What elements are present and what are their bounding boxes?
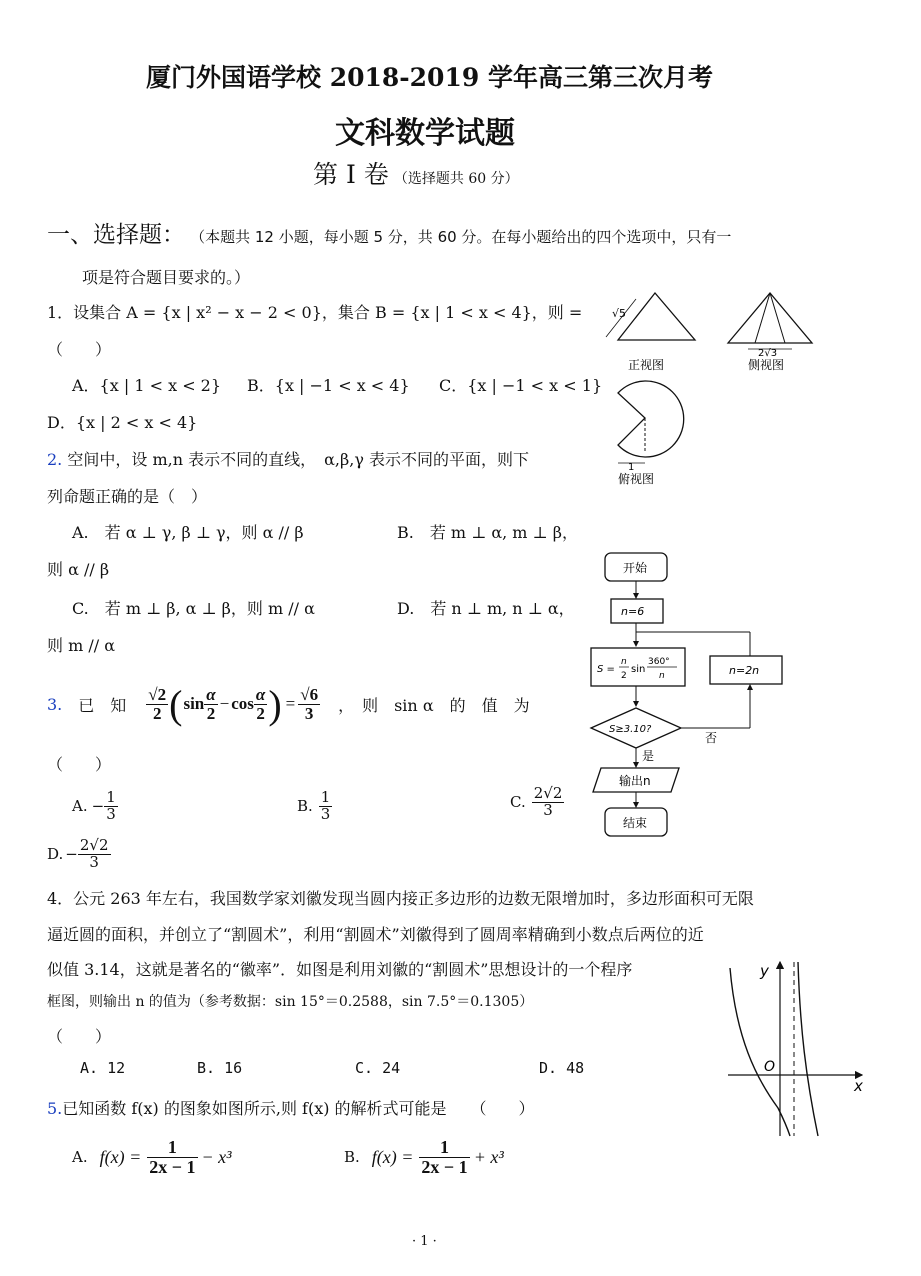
q3-rhs-num: √6	[300, 684, 319, 704]
section-title: 一、选择题：	[47, 222, 185, 248]
flow-no-label: 否	[705, 731, 718, 745]
side-view-inner-1	[755, 293, 770, 343]
flow-output-text: 输出n	[619, 774, 651, 788]
q3-option-c	[510, 786, 564, 819]
q1-option-c: C．{x | −1 < x < 1}	[439, 376, 603, 395]
q3-option-b-frac	[319, 790, 333, 823]
q3-sin: sin	[183, 694, 205, 713]
q3-option-c-label: C.	[510, 793, 526, 812]
q2-option-b: B. 若 m ⊥ α, m ⊥ β，	[397, 523, 578, 542]
q5-option-b-label: B.	[344, 1148, 360, 1167]
flow-yes-label: 是	[642, 749, 655, 763]
three-view-figure	[600, 285, 815, 490]
q3-coef-num: √2	[148, 684, 167, 704]
q5-option-a-num: 1	[147, 1138, 197, 1158]
q3-coef-den: 2	[152, 703, 162, 723]
side-width-label: 2√3	[758, 348, 778, 359]
page-number: · 1 ·	[412, 1234, 437, 1249]
flow-end-text: 结束	[623, 816, 648, 830]
flow-init-text: n=6	[621, 605, 645, 618]
q3-alpha-2: α	[255, 684, 266, 704]
q2-option-a: A. 若 α ⊥ γ, β ⊥ γ，则 α // β	[72, 523, 304, 542]
flow-start-text: 开始	[623, 561, 648, 575]
q1-paren: （ ）	[47, 340, 112, 359]
q3-coefficient	[146, 686, 168, 723]
flow-formula-n2: n	[659, 671, 665, 681]
q3-option-d-den: 3	[89, 852, 99, 871]
q3-number: 3.	[47, 694, 63, 714]
q5-option-b	[344, 1138, 504, 1177]
q3-option-a	[72, 790, 118, 823]
function-graph	[726, 958, 871, 1138]
volume-title: 第 I 卷	[313, 160, 389, 189]
subject-title: 文科数学试题	[335, 116, 515, 151]
q1-option-b: B．{x | −1 < x < 4}	[247, 376, 410, 395]
flow-update-text: n=2n	[729, 664, 760, 677]
top-view-shape	[618, 381, 684, 457]
flow-formula-n: n	[621, 657, 627, 667]
side-view-inner-2	[770, 293, 785, 343]
q4-paren: （ ）	[47, 1027, 112, 1046]
q2-stem-line1: 空间中，设 m,n 表示不同的直线， α,β,γ 表示不同的平面，则下	[67, 450, 529, 469]
front-view-triangle	[618, 293, 695, 340]
side-view-label: 侧视图	[748, 358, 785, 372]
front-view-label: 正视图	[628, 358, 665, 372]
q3-rhs	[298, 686, 320, 723]
q3-option-d	[47, 838, 111, 871]
q3-option-a-den: 3	[106, 804, 116, 823]
school-title: 厦门外国语学校 2018-2019 学年高三第三次月考	[146, 63, 713, 92]
q3-option-c-num: 2√2	[533, 784, 563, 802]
side-view-triangle	[728, 293, 812, 343]
q2-option-c: C. 若 m ⊥ β, α ⊥ β，则 m // α	[72, 599, 315, 618]
volume-heading	[313, 155, 519, 191]
q5-option-a-lhs: f(x) =	[99, 1146, 142, 1167]
section-heading	[47, 216, 731, 249]
graph-curve-left	[730, 968, 790, 1136]
q4-line1: 4．公元 263 年左右，我国数学家刘徽发现当圆内接正多边形的边数无限增加时，多边形面积可无限	[47, 889, 754, 908]
q3-option-b-num: 1	[320, 788, 331, 806]
q3-tail: ， 则 sin α 的 值 为	[338, 695, 530, 715]
q2-option-d: D. 若 n ⊥ m, n ⊥ α，	[397, 599, 575, 618]
graph-x-label: x	[854, 1077, 863, 1095]
flow-formula-lhs: S =	[597, 664, 615, 675]
section-instructions-cont: 项是符合题目要求的。）	[82, 268, 251, 287]
top-mark: 1	[628, 462, 635, 473]
graph-origin-label: O	[764, 1059, 776, 1075]
q1-option-a: A．{x | 1 < x < 2}	[72, 376, 222, 395]
q3-half-alpha-1	[204, 686, 217, 723]
q2-option-b-cont: 则 α // β	[47, 560, 110, 579]
q5-stem-text: 已知函数 f(x) 的图象如图所示,则 f(x) 的解析式可能是 （ ）	[62, 1099, 535, 1118]
q4-option-b: B. 16	[197, 1059, 243, 1077]
q5-option-b-den: 2x − 1	[421, 1156, 468, 1177]
q3-cos: cos	[231, 694, 254, 713]
q4-option-d: D. 48	[539, 1059, 585, 1077]
q3-minus: −	[219, 694, 230, 713]
q4-line2: 逼近圆的面积，并创立了“割圆术”，利用“割圆术”刘徽得到了圆周率精确到小数点后两位的近	[47, 925, 704, 944]
q3-option-d-minus: −	[65, 845, 78, 864]
q2-stem	[47, 447, 529, 470]
q3-option-b	[297, 790, 332, 823]
q5-number: 5.	[47, 1099, 63, 1118]
q5-option-a-tail: − x³	[201, 1146, 232, 1167]
q3-option-c-frac	[532, 786, 565, 819]
q5-option-a-label: A.	[72, 1148, 88, 1167]
q3-paren: （ ）	[47, 755, 112, 774]
q3-right-paren: )	[268, 681, 282, 727]
q3-lead: 已 知	[78, 695, 127, 715]
q2-number: 2.	[47, 450, 63, 469]
q5-option-b-tail: + x³	[473, 1146, 504, 1167]
graph-y-label: y	[760, 962, 769, 980]
q5-stem	[47, 1096, 535, 1119]
q5-option-a-den: 2x − 1	[149, 1156, 196, 1177]
q5-option-b-num: 1	[419, 1138, 469, 1158]
q3-stem	[47, 676, 530, 732]
flow-formula-sin: sin	[631, 664, 646, 675]
q5-option-b-frac	[419, 1138, 469, 1177]
q5-option-a-frac	[147, 1138, 197, 1177]
q3-half-alpha-2	[254, 686, 267, 723]
flow-condition-text: S≥3.10?	[609, 724, 652, 735]
q3-two-2: 2	[256, 703, 265, 723]
q1-stem: 1．设集合 A = {x | x² − x − 2 < 0}，集合 B = {x | 1 < x < 4}，则 =	[47, 303, 583, 322]
q5-option-b-lhs: f(x) =	[371, 1146, 414, 1167]
section-instructions: （本题共 12 小题，每小题 5 分，共 60 分。在每小题给出的四个选项中，只有一	[190, 228, 732, 246]
q3-option-d-num: 2√2	[79, 836, 109, 854]
q3-option-a-frac	[104, 790, 118, 823]
q4-line4: 框图，则输出 n 的值为（参考数据：sin 15°＝0.2588，sin 7.5°＝0.1305）	[47, 994, 534, 1010]
q3-option-b-den: 3	[320, 804, 331, 823]
q3-option-a-label: A.	[72, 797, 88, 816]
flow-formula-360: 360°	[648, 657, 670, 667]
q2-stem-line2: 列命题正确的是（ ）	[47, 487, 208, 506]
q4-option-c: C. 24	[355, 1059, 401, 1077]
q3-option-a-minus: −	[91, 797, 105, 816]
front-sqrt5: √5	[612, 307, 627, 320]
q5-option-a	[72, 1138, 232, 1177]
q4-option-a: A. 12	[80, 1059, 126, 1077]
q3-left-paren: (	[169, 681, 183, 727]
q3-equals: =	[285, 694, 296, 713]
q3-option-b-label: B.	[297, 797, 313, 816]
volume-note: （选择题共 60 分）	[393, 171, 519, 187]
q1-option-d: D．{x | 2 < x < 4}	[47, 413, 198, 432]
q3-option-d-frac	[78, 838, 111, 871]
q3-rhs-den: 3	[304, 703, 314, 723]
graph-curve-right	[798, 962, 818, 1136]
q3-option-d-label: D.	[47, 845, 64, 864]
flowchart	[585, 548, 790, 843]
q2-option-d-cont: 则 m // α	[47, 636, 116, 655]
q3-alpha-1: α	[206, 684, 216, 704]
q3-two-1: 2	[206, 703, 216, 723]
q4-line3: 似值 3.14，这就是著名的“徽率”．如图是利用刘徽的“割圆术”思想设计的一个程序	[47, 960, 633, 979]
q3-option-a-num: 1	[106, 788, 116, 806]
flow-formula-2: 2	[621, 671, 627, 681]
q3-option-c-den: 3	[543, 800, 553, 819]
top-view-label: 俯视图	[618, 472, 655, 486]
